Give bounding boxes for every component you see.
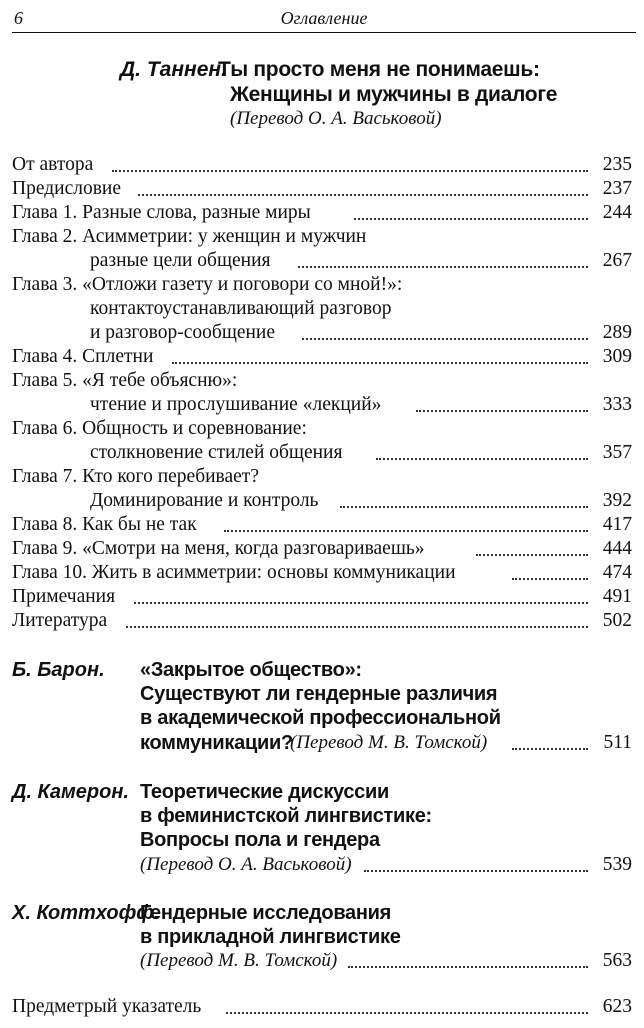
- leader-dots: [112, 170, 588, 172]
- running-header: [12, 6, 636, 33]
- tannen-title-line1: Ты просто меня не понимаешь:: [218, 58, 540, 81]
- toc-entry-label: Глава 1. Разные слова, разные миры: [12, 202, 311, 223]
- baron-title-line3: в академической профессиональной: [140, 707, 501, 729]
- leader-dots: [340, 506, 588, 508]
- baron-translation: (Перевод М. В. Томской): [290, 732, 488, 753]
- leader-dots: [416, 410, 588, 412]
- toc-entry-page: 444: [602, 538, 632, 559]
- kotthoff-translation: (Перевод М. В. Томской): [140, 950, 338, 971]
- cameron-author: Д. Камерон.: [12, 781, 129, 803]
- toc-entry-chapter-5-line1[interactable]: Глава 5. «Я тебе объясню»:: [12, 370, 238, 391]
- toc-entry-foreword-author[interactable]: [12, 153, 632, 177]
- leader-dots: [126, 626, 588, 628]
- leader-dots: [354, 218, 588, 220]
- leader-dots: [298, 266, 588, 268]
- cameron-title-line2: в феминистской лингвистике:: [140, 805, 432, 827]
- leader-dots: [364, 870, 588, 872]
- running-title: Оглавление: [280, 8, 368, 28]
- toc-entry-label: Доминирование и контроль: [90, 490, 319, 511]
- baron-title-line4: коммуникации?: [140, 732, 293, 754]
- toc-entry-subject-index[interactable]: [12, 995, 632, 1019]
- cameron-title-line3: Вопросы пола и гендера: [140, 829, 380, 851]
- toc-entry-label: Глава 9. «Смотри на меня, когда разговариваешь»: [12, 538, 425, 559]
- toc-entry-chapter-4[interactable]: [12, 345, 632, 369]
- baron-title-line1: «Закрытое общество»:: [140, 659, 362, 681]
- toc-entry-label: Глава 8. Как бы не так: [12, 514, 197, 535]
- toc-entry-chapter-2[interactable]: [12, 249, 632, 273]
- toc-entry-preface[interactable]: [12, 177, 632, 201]
- toc-entry-label: Предисловие: [12, 178, 122, 199]
- toc-entry-label: Литература: [12, 610, 108, 631]
- leader-dots: [512, 578, 588, 580]
- toc-entry-chapter-7-line1[interactable]: Глава 7. Кто кого перебивает?: [12, 466, 259, 487]
- page-number: 6: [14, 8, 23, 28]
- leader-dots: [302, 338, 588, 340]
- tannen-title-line2: Женщины и мужчины в диалоге: [230, 83, 558, 106]
- toc-entry-kotthoff[interactable]: [12, 949, 632, 973]
- toc-entry-chapter-2-line1[interactable]: Глава 2. Асимметрии: у женщин и мужчин: [12, 226, 367, 247]
- toc-entry-page: 392: [602, 490, 632, 511]
- toc-entry-page: 289: [602, 322, 632, 343]
- cameron-title-line1: Теоретические дискуссии: [140, 781, 389, 803]
- toc-entry-chapter-3-line2: контактоустанавливающий разговор: [90, 298, 392, 319]
- baron-title-line2: Существуют ли гендерные различия: [140, 683, 498, 705]
- toc-entry-page: 491: [602, 586, 632, 607]
- toc-entry-page: 474: [602, 562, 632, 583]
- toc-entry-cameron[interactable]: [12, 853, 632, 877]
- toc-entry-page: 235: [602, 154, 632, 175]
- toc-entry-chapter-10[interactable]: [12, 561, 632, 585]
- leader-dots: [172, 362, 588, 364]
- kotthoff-author: Х. Коттхофф.: [12, 902, 160, 924]
- toc-entry-page: 502: [602, 610, 632, 631]
- leader-dots: [376, 458, 588, 460]
- leader-dots: [348, 966, 588, 968]
- toc-entry-page: 357: [602, 442, 632, 463]
- toc-entry-label: Предметрый указатель: [12, 996, 202, 1017]
- toc-entry-label: Глава 10. Жить в асимметрии: основы коммуникации: [12, 562, 456, 583]
- toc-entry-page: 623: [602, 996, 632, 1017]
- toc-entry-page: 539: [602, 854, 632, 875]
- tannen-author: Д. Таннен.: [120, 58, 227, 81]
- toc-entry-page: 309: [602, 346, 632, 367]
- toc-entry-page: 511: [603, 732, 632, 753]
- toc-entry-chapter-3-line1[interactable]: Глава 3. «Отложи газету и поговори со мной!»:: [12, 274, 403, 295]
- cameron-translation: (Перевод О. А. Васьковой): [140, 854, 352, 875]
- toc-entry-chapter-3[interactable]: [12, 321, 632, 345]
- toc-entry-chapter-5[interactable]: [12, 393, 632, 417]
- toc-entry-chapter-6-line1[interactable]: Глава 6. Общность и соревнование:: [12, 418, 307, 439]
- tannen-translation-text: (Перевод О. А. Васьковой): [230, 108, 442, 129]
- baron-author: Б. Барон.: [12, 659, 105, 681]
- toc-entry-chapter-8[interactable]: [12, 513, 632, 537]
- toc-entry-page: 333: [602, 394, 632, 415]
- toc-entry-label: столкновение стилей общения: [90, 442, 343, 463]
- kotthoff-title-line2: в прикладной лингвистике: [140, 926, 401, 948]
- toc-entry-chapter-9[interactable]: [12, 537, 632, 561]
- tannen-translation: [230, 108, 442, 130]
- leader-dots: [476, 554, 588, 556]
- toc-entry-label: От автора: [12, 154, 94, 175]
- toc-entry-chapter-1[interactable]: [12, 201, 632, 225]
- leader-dots: [512, 748, 588, 750]
- toc-entry-label: Примечания: [12, 586, 116, 607]
- toc-entry-label: Глава 4. Сплетни: [12, 346, 154, 367]
- toc-entry-page: 417: [602, 514, 632, 535]
- toc-entry-literature[interactable]: [12, 609, 632, 633]
- toc-entry-baron[interactable]: [12, 731, 632, 755]
- toc-entry-page: 244: [602, 202, 632, 223]
- toc-entry-page: 267: [602, 250, 632, 271]
- toc-entry-label: чтение и прослушивание «лекций»: [90, 394, 382, 415]
- toc-entry-label: и разговор-сообщение: [90, 322, 276, 343]
- leader-dots: [138, 194, 588, 196]
- toc-entry-page: 563: [602, 950, 632, 971]
- toc-entry-page: 237: [602, 178, 632, 199]
- toc-entry-label: разные цели общения: [90, 250, 271, 271]
- toc-entry-chapter-7[interactable]: [12, 489, 632, 513]
- leader-dots: [226, 1012, 588, 1014]
- leader-dots: [134, 602, 588, 604]
- toc-entry-chapter-6[interactable]: [12, 441, 632, 465]
- kotthoff-title-line1: Гендерные исследования: [140, 902, 392, 924]
- leader-dots: [224, 530, 588, 532]
- toc-entry-notes[interactable]: [12, 585, 632, 609]
